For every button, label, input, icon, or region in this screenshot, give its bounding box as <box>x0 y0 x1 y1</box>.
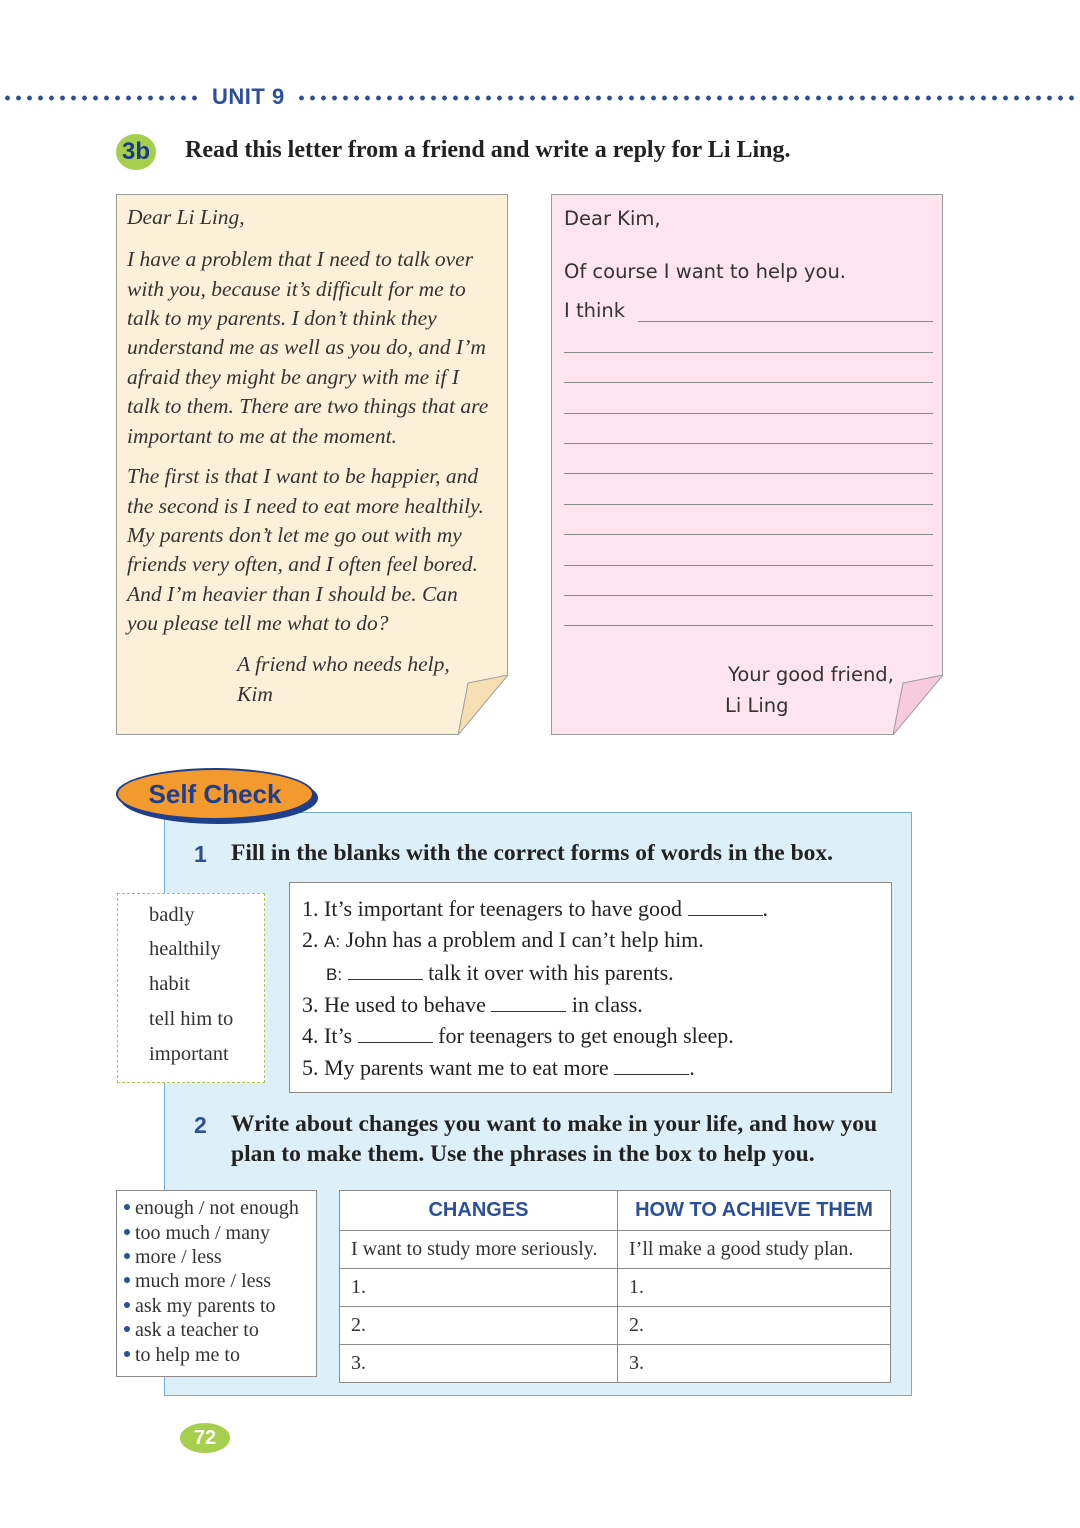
sentence-4 <box>302 1023 734 1049</box>
answer-blank[interactable] <box>614 1056 689 1075</box>
sentence-text: in class. <box>571 992 643 1017</box>
letter-line: understand me as well as you do, and I’m <box>127 335 486 359</box>
answer-blank[interactable] <box>688 897 763 916</box>
sentence-text: talk it over with his parents. <box>428 960 674 985</box>
sentence-3 <box>302 992 643 1018</box>
unit-header <box>0 84 1080 112</box>
phrase-text: ask a teacher to <box>135 1319 259 1341</box>
sentence-period: . <box>689 1055 695 1080</box>
dotted-rule-right <box>296 95 1078 101</box>
phrase-text: more / less <box>135 1246 222 1268</box>
writing-line[interactable] <box>564 352 933 353</box>
phrase-item <box>124 1222 270 1245</box>
exercise-3b-instruction: Read this letter from a friend and write a reply for Li Ling. <box>185 137 791 163</box>
bullet-icon <box>124 1277 130 1283</box>
unit-label: UNIT 9 <box>212 84 285 109</box>
table-cell[interactable]: 2. <box>618 1307 891 1345</box>
table-cell[interactable]: 3. <box>618 1345 891 1383</box>
writing-line[interactable] <box>564 504 933 505</box>
letter-greeting: Dear Li Ling, <box>127 205 245 229</box>
letter-line: And I’m heavier than I should be. Can <box>127 582 458 606</box>
exercise-badge-3b: 3b <box>116 134 156 170</box>
exercise-number: 1 <box>194 841 207 867</box>
word-item: badly <box>149 904 195 926</box>
phrase-text: too much / many <box>135 1222 270 1244</box>
writing-line[interactable] <box>564 473 933 474</box>
letter-line: you please tell me what to do? <box>127 611 389 635</box>
writing-line[interactable] <box>564 595 933 596</box>
phrase-text: ask my parents to <box>135 1295 276 1317</box>
bullet-icon <box>124 1204 130 1210</box>
phrase-item <box>124 1246 222 1269</box>
phrase-text: enough / not enough <box>135 1197 299 1219</box>
letter-line: afraid they might be angry with me if I <box>127 365 460 389</box>
column-header-changes: CHANGES <box>340 1191 618 1231</box>
letter-line: talk to them. There are two things that are <box>127 394 489 418</box>
sentence-text: 1. It’s important for teenagers to have good <box>302 896 683 921</box>
sentence-text: John has a problem and I can’t help him. <box>345 927 704 952</box>
reply-signature: Li Ling <box>725 694 789 717</box>
reply-greeting: Dear Kim, <box>564 207 661 230</box>
reply-line: Of course I want to help you. <box>564 260 846 283</box>
bullet-icon <box>124 1351 130 1357</box>
bullet-icon <box>124 1229 130 1235</box>
word-item: important <box>149 1043 229 1065</box>
exercise-2-instruction-line: Write about changes you want to make in your life, and how you <box>231 1111 878 1137</box>
writing-line[interactable] <box>564 625 933 626</box>
letter-from-kim <box>116 194 508 735</box>
exercise-2-instruction-line: plan to make them. Use the phrases in the box to help you. <box>231 1141 815 1167</box>
table-cell: I want to study more seriously. <box>340 1231 618 1269</box>
writing-line[interactable] <box>564 382 933 383</box>
column-header-how: HOW TO ACHIEVE THEM <box>618 1191 891 1231</box>
phrase-text: to help me to <box>135 1344 240 1366</box>
reply-line-prefix: I think <box>564 299 626 322</box>
dotted-rule-left <box>2 95 197 101</box>
letter-signature: Kim <box>237 682 273 706</box>
page-number: 72 <box>180 1423 230 1453</box>
speaker-label: A: <box>324 932 341 951</box>
self-check-title: Self Check <box>116 768 314 820</box>
sentence-2b <box>326 960 674 986</box>
sentence-text: for teenagers to get enough sleep. <box>438 1023 734 1048</box>
writing-line[interactable] <box>564 534 933 535</box>
table-cell[interactable]: 1. <box>340 1269 618 1307</box>
table-cell[interactable]: 2. <box>340 1307 618 1345</box>
word-item: habit <box>149 973 190 995</box>
phrase-item <box>124 1197 299 1220</box>
answer-blank[interactable] <box>358 1024 433 1043</box>
answer-blank[interactable] <box>491 993 566 1012</box>
table-row <box>340 1269 891 1307</box>
table-row <box>340 1345 891 1383</box>
table-row <box>340 1231 891 1269</box>
bullet-icon <box>124 1302 130 1308</box>
exercise-1-instruction: Fill in the blanks with the correct forms of words in the box. <box>231 840 834 866</box>
letter-line: I have a problem that I need to talk over <box>127 247 474 271</box>
sentence-period: . <box>762 896 769 921</box>
reply-closing: Your good friend, <box>728 663 894 686</box>
sentence-text: 5. My parents want me to eat more <box>302 1055 609 1080</box>
table-cell[interactable]: 1. <box>618 1269 891 1307</box>
letter-line: the second is I need to eat more healthily. <box>127 494 484 518</box>
word-box <box>117 893 265 1083</box>
table-cell: I’ll make a good study plan. <box>618 1231 891 1269</box>
writing-line[interactable] <box>564 413 933 414</box>
word-item: tell him to <box>149 1008 234 1030</box>
phrase-item <box>124 1319 259 1342</box>
bullet-icon <box>124 1253 130 1259</box>
letter-line: My parents don’t let me go out with my <box>127 523 462 547</box>
writing-line[interactable] <box>564 443 933 444</box>
letter-line: The first is that I want to be happier, and <box>127 464 479 488</box>
speaker-label: B: <box>326 965 343 984</box>
sentence-5 <box>302 1055 695 1081</box>
sentence-text: 4. It’s <box>302 1023 353 1048</box>
page-curl-icon <box>893 675 943 735</box>
letter-line: friends very often, and I often feel bored. <box>127 552 478 576</box>
writing-line[interactable] <box>564 565 933 566</box>
phrase-text: much more / less <box>135 1270 272 1292</box>
sentence-1 <box>302 896 768 922</box>
table-cell[interactable]: 3. <box>340 1345 618 1383</box>
answer-blank[interactable] <box>348 961 423 980</box>
phrase-box <box>116 1190 317 1377</box>
sentence-number: 2. <box>302 927 319 952</box>
plan-table <box>339 1190 891 1383</box>
phrase-item <box>124 1270 271 1293</box>
letter-line: important to me at the moment. <box>127 424 397 448</box>
table-row <box>340 1307 891 1345</box>
table-header-row <box>340 1191 891 1231</box>
exercise-number: 2 <box>194 1112 207 1138</box>
letter-line: talk to my parents. I don’t think they <box>127 306 437 330</box>
writing-line[interactable] <box>638 321 933 322</box>
word-item: healthily <box>149 938 221 960</box>
sentence-text: 3. He used to behave <box>302 992 486 1017</box>
bullet-icon <box>124 1326 130 1332</box>
letter-line: with you, because it’s difficult for me to <box>127 277 466 301</box>
sentence-box <box>289 882 892 1093</box>
phrase-item <box>124 1344 240 1367</box>
page-curl-icon <box>458 675 508 735</box>
letter-closing: A friend who needs help, <box>237 652 450 676</box>
reply-letter <box>551 194 943 735</box>
phrase-item <box>124 1295 276 1318</box>
sentence-2 <box>302 927 704 953</box>
